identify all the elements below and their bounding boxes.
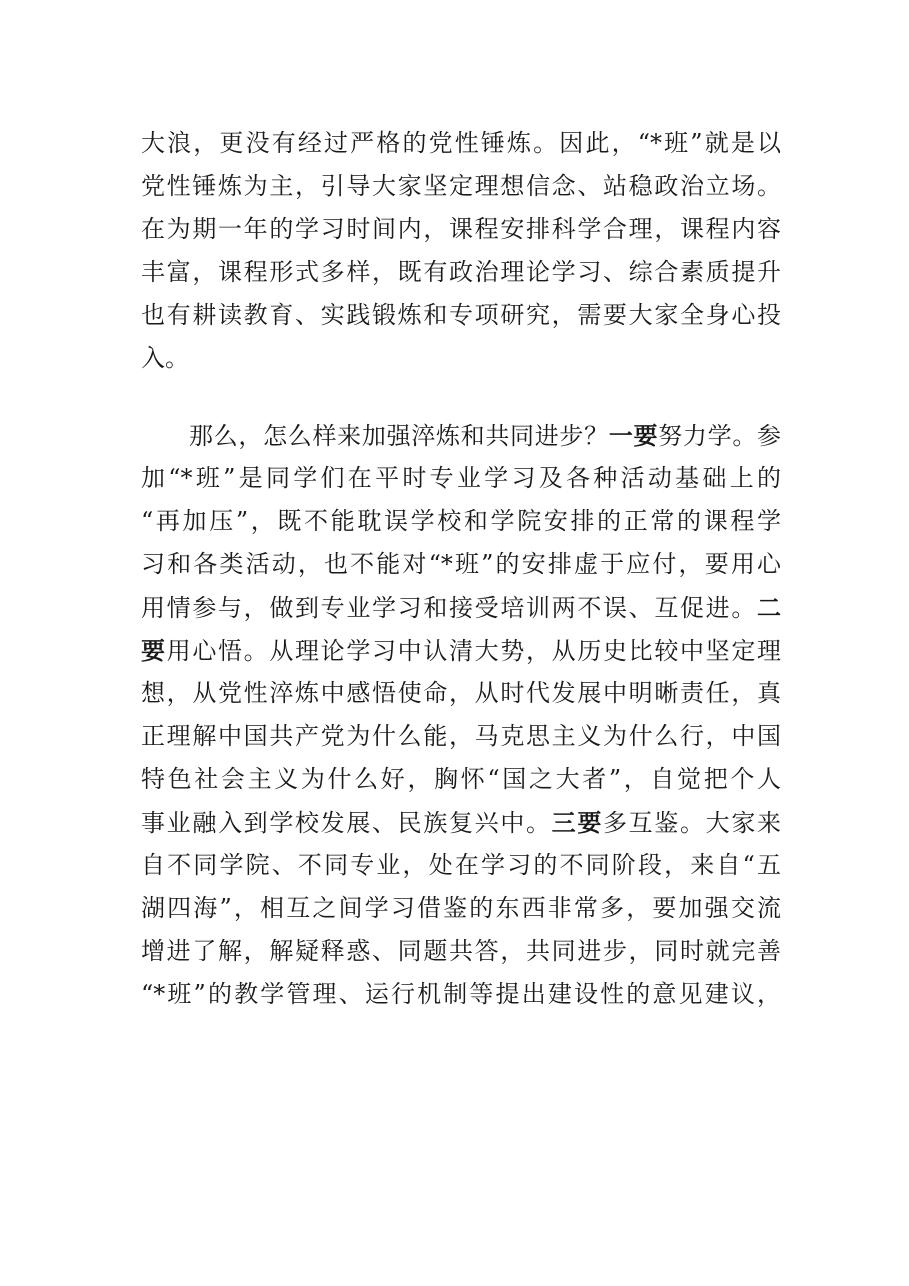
emphasis-text: 一要 [608, 421, 659, 450]
paragraph-1 [141, 122, 781, 380]
text-line [141, 801, 781, 844]
text-segment: 多互鉴。大家来 [603, 809, 782, 837]
text-line: 加“*班”是同学们在平时专业学习及各种活动基础上的 [141, 464, 781, 492]
document-page [141, 122, 781, 1016]
emphasis-text: 要 [141, 636, 167, 665]
emphasis-text: 二 [757, 593, 781, 622]
text-line: 习和各类活动，也不能对“*班”的安排虚于应付，要用心 [141, 550, 781, 578]
text-segment: 努力学。参 [658, 422, 782, 450]
text-line [141, 586, 781, 629]
text-line: 增进了解，解疑释惑、同题共答，共同进步，同时就完善 [141, 937, 781, 965]
emphasis-text: 三要 [551, 808, 604, 837]
text-line: 想，从党性淬炼中感悟使命，从时代发展中明晰责任，真 [141, 679, 781, 707]
text-segment: 事业融入到学校发展、民族复兴中。 [141, 809, 552, 837]
text-line: 党性锤炼为主，引导大家坚定理想信念、站稳政治立场。 [141, 172, 781, 200]
text-line: 在为期一年的学习时间内，课程安排科学合理，课程内容 [141, 215, 781, 243]
text-line: 也有耕读教育、实践锻炼和专项研究，需要大家全身心投 [141, 301, 781, 329]
paragraph-2 [141, 414, 781, 1016]
text-line: 湖四海”，相互之间学习借鉴的东西非常多，要加强交流 [141, 894, 781, 922]
text-line: 自不同学院、不同专业，处在学习的不同阶段，来自“五 [141, 851, 781, 879]
text-line: 入。 [141, 344, 189, 372]
text-line: 正理解中国共产党为什么能，马克思主义为什么行，中国 [141, 722, 781, 750]
text-segment: 那么，怎么样来加强淬炼和共同进步？ [189, 422, 609, 450]
paragraph-gap [141, 380, 781, 414]
text-line [141, 414, 781, 457]
text-segment: 用心悟。从理论学习中认清大势，从历史比较中坚定理 [166, 637, 782, 665]
text-line: “*班”的教学管理、运行机制等提出建设性的意见建议， [141, 980, 781, 1008]
text-segment: 用情参与，做到专业学习和接受培训两不误、互促进。 [141, 594, 757, 622]
text-line [141, 629, 781, 672]
text-line: 特色社会主义为什么好，胸怀“国之大者”，自觉把个人 [141, 765, 781, 793]
text-line: “再加压”，既不能耽误学校和学院安排的正常的课程学 [141, 507, 781, 535]
text-line: 大浪，更没有经过严格的党性锤炼。因此，“*班”就是以 [141, 129, 781, 157]
text-line: 丰富，课程形式多样，既有政治理论学习、综合素质提升 [141, 258, 781, 286]
